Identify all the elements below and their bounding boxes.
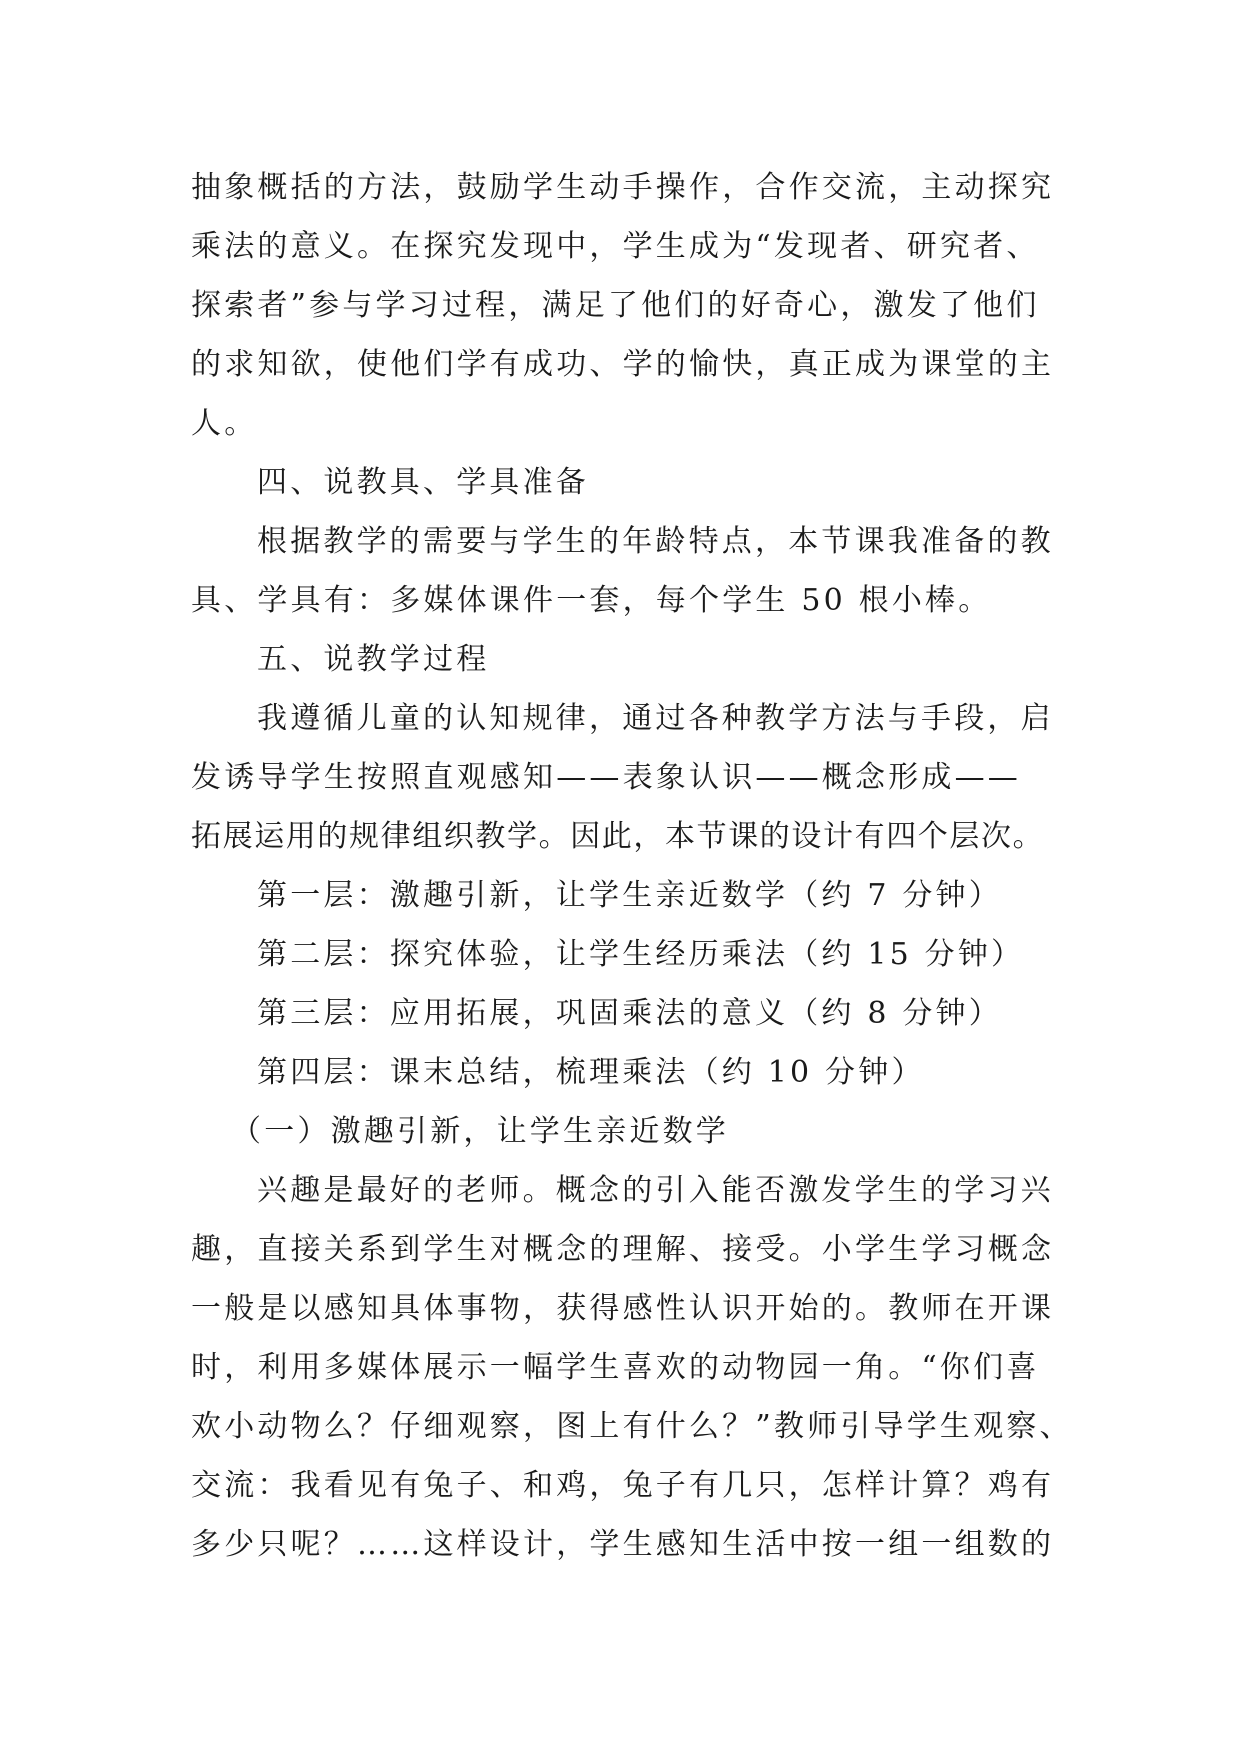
paragraph-line: 拓展运用的规律组织教学。因此，本节课的设计有四个层次。	[191, 819, 1045, 854]
paragraph-line: 一般是以感知具体事物，获得感性认识开始的。教师在开课	[191, 1291, 1055, 1326]
section-heading: 四、说教具、学具准备	[257, 465, 589, 500]
paragraph-line: 人。	[191, 406, 258, 441]
paragraph-line: 发诱导学生按照直观感知——表象认识——概念形成——	[191, 760, 1021, 795]
paragraph-line: 探索者”参与学习过程，满足了他们的好奇心，激发了他们	[191, 288, 1040, 323]
paragraph-line: 兴趣是最好的老师。概念的引入能否激发学生的学习兴	[257, 1173, 1054, 1208]
paragraph-line: 我遵循儿童的认知规律，通过各种教学方法与手段，启	[257, 701, 1054, 736]
document-page	[191, 158, 1073, 1574]
paragraph-line: 趣，直接关系到学生对概念的理解、接受。小学生学习概念	[191, 1232, 1055, 1267]
paragraph-line: 根据教学的需要与学生的年龄特点，本节课我准备的教	[257, 524, 1054, 559]
paragraph-line: 欢小动物么？仔细观察，图上有什么？”教师引导学生观察、	[191, 1409, 1073, 1444]
paragraph-line: 多少只呢？……这样设计，学生感知生活中按一组一组数的	[191, 1527, 1055, 1562]
paragraph-line: 具、学具有：多媒体课件一套，每个学生 50 根小棒。	[191, 583, 992, 618]
paragraph-line: 乘法的意义。在探究发现中，学生成为“发现者、研究者、	[191, 229, 1040, 264]
list-item: 第四层：课末总结，梳理乘法（约 10 分钟）	[257, 1055, 925, 1090]
paragraph-line: 抽象概括的方法，鼓励学生动手操作，合作交流，主动探究	[191, 170, 1055, 205]
subsection-heading: （一）激趣引新，让学生亲近数学	[231, 1114, 729, 1149]
list-item: 第三层：应用拓展，巩固乘法的意义（约 8 分钟）	[257, 996, 1002, 1031]
paragraph-line: 的求知欲，使他们学有成功、学的愉快，真正成为课堂的主	[191, 347, 1055, 382]
list-item: 第二层：探究体验，让学生经历乘法（约 15 分钟）	[257, 937, 1025, 972]
paragraph-line: 交流：我看见有兔子、和鸡，兔子有几只，怎样计算？鸡有	[191, 1468, 1055, 1503]
paragraph-line: 时，利用多媒体展示一幅学生喜欢的动物园一角。“你们喜	[191, 1350, 1040, 1385]
list-item: 第一层：激趣引新，让学生亲近数学（约 7 分钟）	[257, 878, 1002, 913]
section-heading: 五、说教学过程	[257, 642, 490, 677]
